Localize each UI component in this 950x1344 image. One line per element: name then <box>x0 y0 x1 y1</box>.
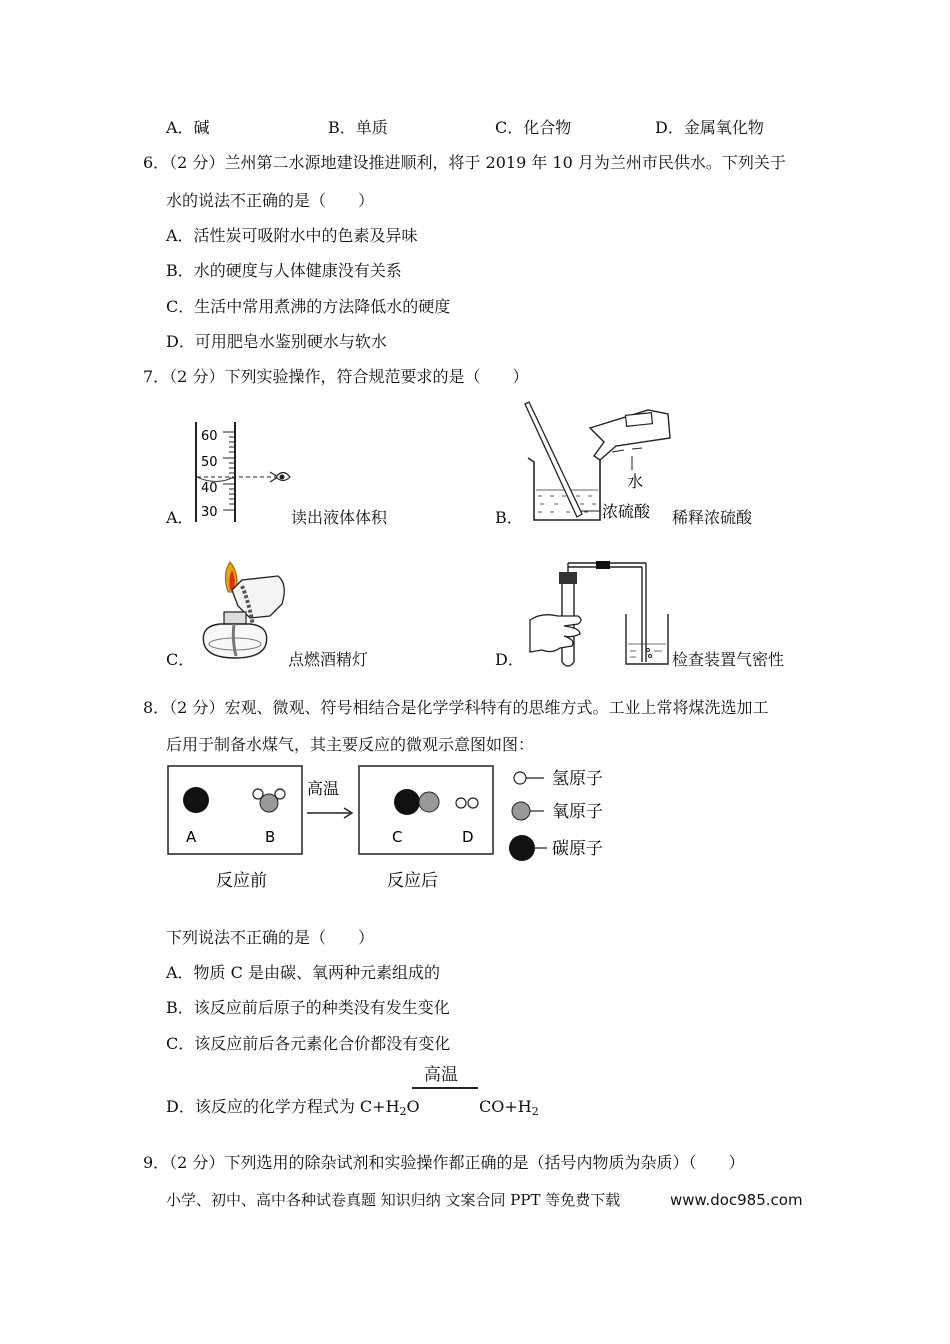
q6-option-d: D．可用肥皂水鉴别硬水与软水 <box>166 332 387 351</box>
carbon-atom-a <box>183 787 209 813</box>
q5-option-b: B．单质 <box>328 118 388 137</box>
tick-60: 60 <box>201 429 218 444</box>
water-molecule-b <box>260 794 278 812</box>
q6-stem-line2: 水的说法不正确的是（ ） <box>166 191 375 210</box>
q6-option-c: C．生活中常用煮沸的方法降低水的硬度 <box>166 297 451 316</box>
alcohol-lamp-figure <box>190 560 290 668</box>
before-caption: 反应前 <box>216 871 267 891</box>
q6-option-a: A．活性炭可吸附水中的色素及异味 <box>166 226 418 245</box>
label-c: C <box>392 828 403 846</box>
footer-text: 小学、初中、高中各种试卷真题 知识归纳 文案合同 PPT 等免费下载 <box>166 1191 621 1209</box>
q7-option-b-letter: B． <box>495 508 523 527</box>
q8-option-a: A．物质 C 是由碳、氧两种元素组成的 <box>166 963 440 982</box>
legend-oxygen: 氧原子 <box>552 802 603 822</box>
airtightness-figure <box>522 558 678 670</box>
label-b: B <box>265 828 276 846</box>
footer-url[interactable]: www.doc985.com <box>670 1191 803 1209</box>
q8-option-d-product: $CO+H_2$ <box>479 1097 539 1118</box>
tick-30: 30 <box>201 505 218 520</box>
q8-question: 下列说法不正确的是（ ） <box>166 928 375 947</box>
co-molecule-c <box>419 792 439 812</box>
legend-hydrogen: 氢原子 <box>552 769 603 789</box>
graduated-cylinder-figure <box>190 420 300 526</box>
q7-caption-b: 稀释浓硫酸 <box>672 508 753 527</box>
legend-oxygen-icon <box>512 802 530 820</box>
q7-option-d-letter: D． <box>495 650 524 669</box>
q8-option-d: D．该反应的化学方程式为 $C+H_2O$ <box>166 1097 420 1118</box>
equation-line <box>412 1087 478 1089</box>
h2-molecule-d <box>468 798 478 808</box>
q6-option-b: B．水的硬度与人体健康没有关系 <box>166 261 402 280</box>
acid-label: 浓硫酸 <box>602 502 651 521</box>
tick-50: 50 <box>201 455 218 470</box>
after-caption: 反应后 <box>387 871 438 891</box>
label-a: A <box>186 828 197 846</box>
q8-option-c: C．该反应前后各元素化合价都没有变化 <box>166 1034 451 1053</box>
label-d: D <box>462 828 474 846</box>
q5-option-c: C．化合物 <box>495 118 572 137</box>
dilute-acid-figure <box>520 400 680 526</box>
legend-hydrogen-icon <box>514 772 526 784</box>
q7-stem: 7．（2 分）下列实验操作，符合规范要求的是（ ） <box>143 367 529 386</box>
q8-stem-line2: 后用于制备水煤气，其主要反应的微观示意图如图： <box>166 735 535 754</box>
equation-condition: 高温 <box>424 1065 458 1085</box>
q7-caption-c: 点燃酒精灯 <box>288 650 369 669</box>
q9-stem: 9．（2 分）下列选用的除杂试剂和实验操作都正确的是（括号内物质为杂质）（ ） <box>143 1153 745 1172</box>
arrow-condition: 高温 <box>307 779 340 798</box>
q8-stem-line1: 8．（2 分）宏观、微观、符号相结合是化学学科特有的思维方式。工业上常将煤洗选加工 <box>143 698 769 717</box>
q7-caption-a: 读出液体体积 <box>291 508 388 527</box>
eye-icon <box>276 473 290 481</box>
q5-option-d: D．金属氧化物 <box>655 118 764 137</box>
legend-carbon: 碳原子 <box>552 839 603 859</box>
q6-stem-line1: 6．（2 分）兰州第二水源地建设推进顺利，将于 2019 年 10 月为兰州市民供水。下列关于 <box>143 153 786 172</box>
q7-caption-d: 检查装置气密性 <box>672 650 785 669</box>
reaction-micro-diagram <box>164 762 624 894</box>
q7-option-a-letter: A． <box>166 508 194 527</box>
tick-40: 40 <box>201 481 218 496</box>
q8-option-b: B．该反应前后原子的种类没有发生变化 <box>166 998 450 1017</box>
q7-option-c-letter: C． <box>166 650 195 669</box>
water-label: 水 <box>627 472 644 491</box>
legend-carbon-icon <box>509 835 535 861</box>
q5-option-a: A．碱 <box>166 118 210 137</box>
